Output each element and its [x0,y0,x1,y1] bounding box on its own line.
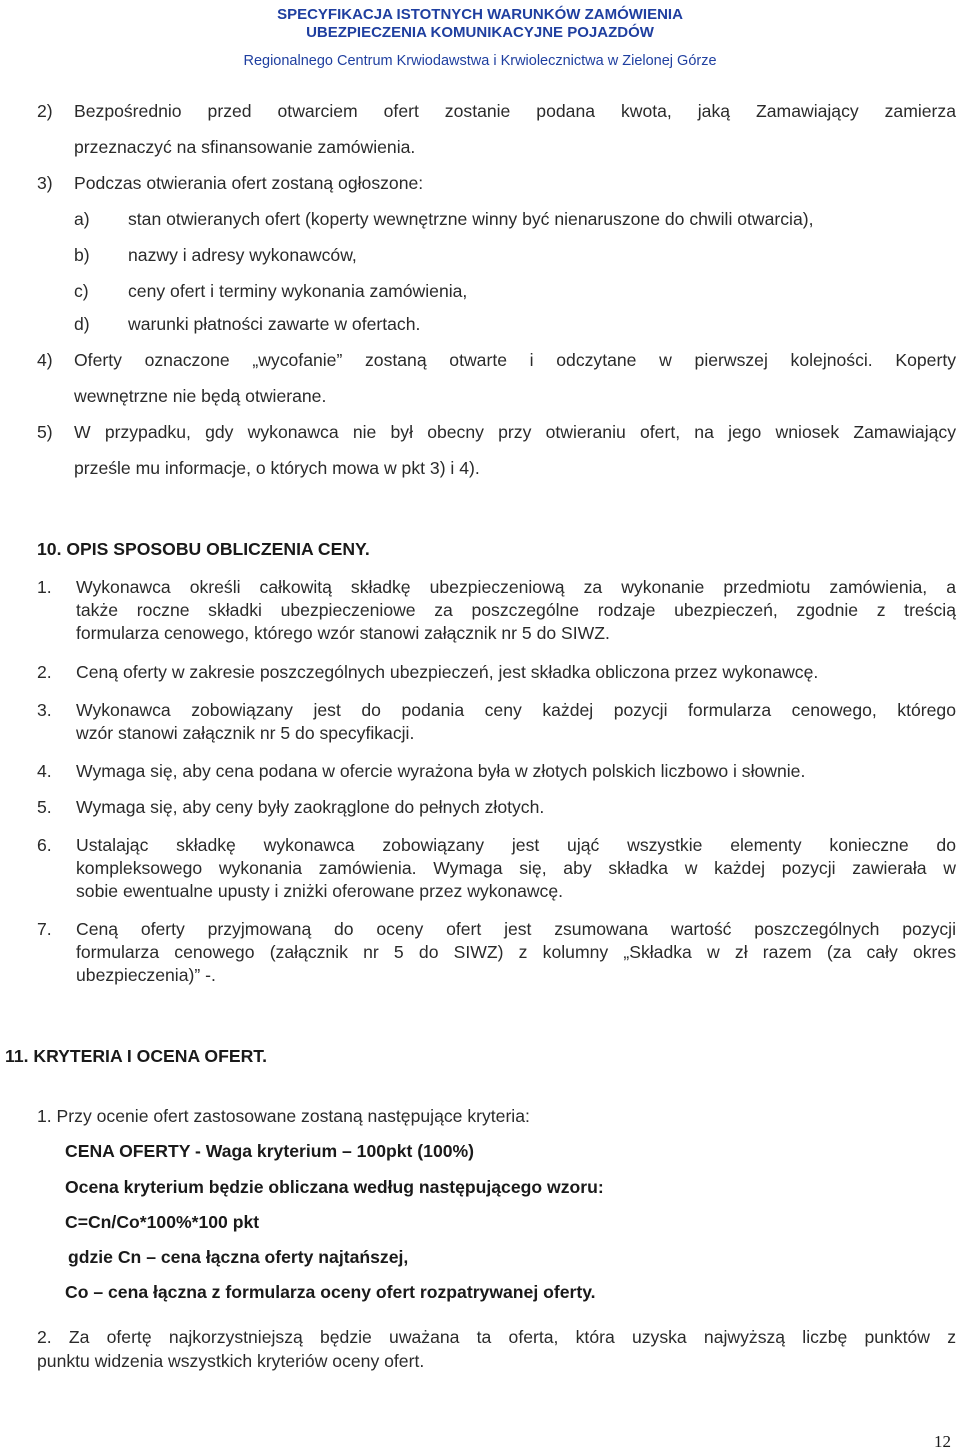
list-item-text: przeznaczyć na sfinansowanie zamówienia. [74,137,416,157]
section-item-text: wzór stanowi załącznik nr 5 do specyfikacji. [76,723,415,743]
section-item-text: Wykonawca określi całkowitą składkę ubezpieczeniową za wykonanie przedmiotu zamówienia, a [76,577,956,597]
section-item-text: Ceną oferty przyjmowaną do oceny ofert jest zsumowana wartość poszczególnych pozycji [76,919,956,939]
header-subtitle: Regionalnego Centrum Krwiodawstwa i Krwiolecznictwa w Zielonej Górze [243,53,717,69]
list-item-text: Oferty oznaczone „wycofanie” zostaną otwarte i odczytane w pierwszej kolejności. Koperty [74,350,956,370]
section-item-number: 5. [37,797,52,817]
section-item-text: także roczne składki ubezpieczeniowe za poszczególne rodzaje ubezpieczeń, zgodnie z treścią [76,600,956,620]
list-item-text: W przypadku, gdy wykonawca nie był obecny przy otwieraniu ofert, na jego wniosek Zamawiający [74,422,956,442]
section-item-text: Ustalając składkę wykonawca zobowiązany jest ująć wszystkie elementy konieczne do [76,835,956,855]
formula-legend-cn: gdzie Cn – cena łączna oferty najtańszej, [68,1247,409,1267]
list-item-text: Podczas otwierania ofert zostaną ogłoszone: [74,173,424,193]
section-item-text: formularza cenowego (załącznik nr 5 do SIWZ) z kolumny „Składka w zł razem (za cały okres [76,942,956,962]
sub-item-letter: b) [74,245,90,265]
criterion-price: CENA OFERTY - Waga kryterium – 100pkt (100%) [65,1141,475,1161]
list-number: 2) [37,101,53,121]
section-item-number: 6. [37,835,52,855]
list-number: 3) [37,173,53,193]
header-title-line2: UBEZPIECZENIA KOMUNIKACYJNE POJAZDÓW [306,24,654,41]
sub-item-letter: c) [74,281,89,301]
list-number: 5) [37,422,53,442]
section-item-text: kompleksowego wykonania zamówienia. Wymaga się, aby składka w każdej pozycji zawierała w [76,858,956,878]
best-offer-text: punktu widzenia wszystkich kryteriów oceny ofert. [37,1351,425,1371]
formula-legend-co: Co – cena łączna z formularza oceny ofert rozpatrywanej oferty. [65,1282,596,1302]
section-item-text: Wykonawca zobowiązany jest do podania ceny każdej pozycji formularza cenowego, którego [76,700,956,720]
section-item-number: 3. [37,700,52,720]
section-item-text: Ceną oferty w zakresie poszczególnych ubezpieczeń, jest składka obliczona przez wykonawcę. [76,662,819,682]
list-item-text: prześle mu informacje, o których mowa w pkt 3) i 4). [74,458,480,478]
page-number: 12 [934,1432,951,1451]
sub-item-text: warunki płatności zawarte w ofertach. [128,314,421,334]
section-item-number: 1. [37,577,52,597]
section-heading: 10. OPIS SPOSOBU OBLICZENIA CENY. [37,539,370,559]
section-item-text: sobie ewentualne upusty i zniżki oferowane przez wykonawcę. [76,881,564,901]
criterion-formula-intro: Ocena kryterium będzie obliczana według następującego wzoru: [65,1177,604,1197]
section-item-number: 2. [37,662,52,682]
sub-item-letter: a) [74,209,90,229]
sub-item-letter: d) [74,314,90,334]
best-offer-text: 2. Za ofertę najkorzystniejszą będzie uważana ta oferta, która uzyska najwyższą liczbę punktów z [37,1327,956,1347]
criteria-intro: 1. Przy ocenie ofert zastosowane zostaną następujące kryteria: [37,1106,530,1126]
sub-item-text: stan otwieranych ofert (koperty wewnętrzne winny być nienaruszone do chwili otwarcia), [128,209,814,229]
section-item-text: Wymaga się, aby cena podana w ofercie wyrażona była w złotych polskich liczbowo i słownie. [76,761,806,781]
section-heading: 11. KRYTERIA I OCENA OFERT. [5,1046,267,1066]
section-item-text: Wymaga się, aby ceny były zaokrąglone do pełnych złotych. [76,797,545,817]
section-item-number: 4. [37,761,52,781]
section-item-text: ubezpieczenia)” -. [76,965,216,985]
list-item-text: Bezpośrednio przed otwarciem ofert zostanie podana kwota, jaką Zamawiający zamierza [74,101,956,121]
sub-item-text: ceny ofert i terminy wykonania zamówienia, [128,281,468,301]
header-title-line1: SPECYFIKACJA ISTOTNYCH WARUNKÓW ZAMÓWIENIA [277,6,683,23]
sub-item-text: nazwy i adresy wykonawców, [128,245,357,265]
list-item-text: wewnętrzne nie będą otwierane. [74,386,327,406]
section-item-number: 7. [37,919,52,939]
list-number: 4) [37,350,53,370]
criterion-formula: C=Cn/Co*100%*100 pkt [65,1212,260,1232]
section-item-text: formularza cenowego, którego wzór stanowi załącznik nr 5 do SIWZ. [76,623,610,643]
